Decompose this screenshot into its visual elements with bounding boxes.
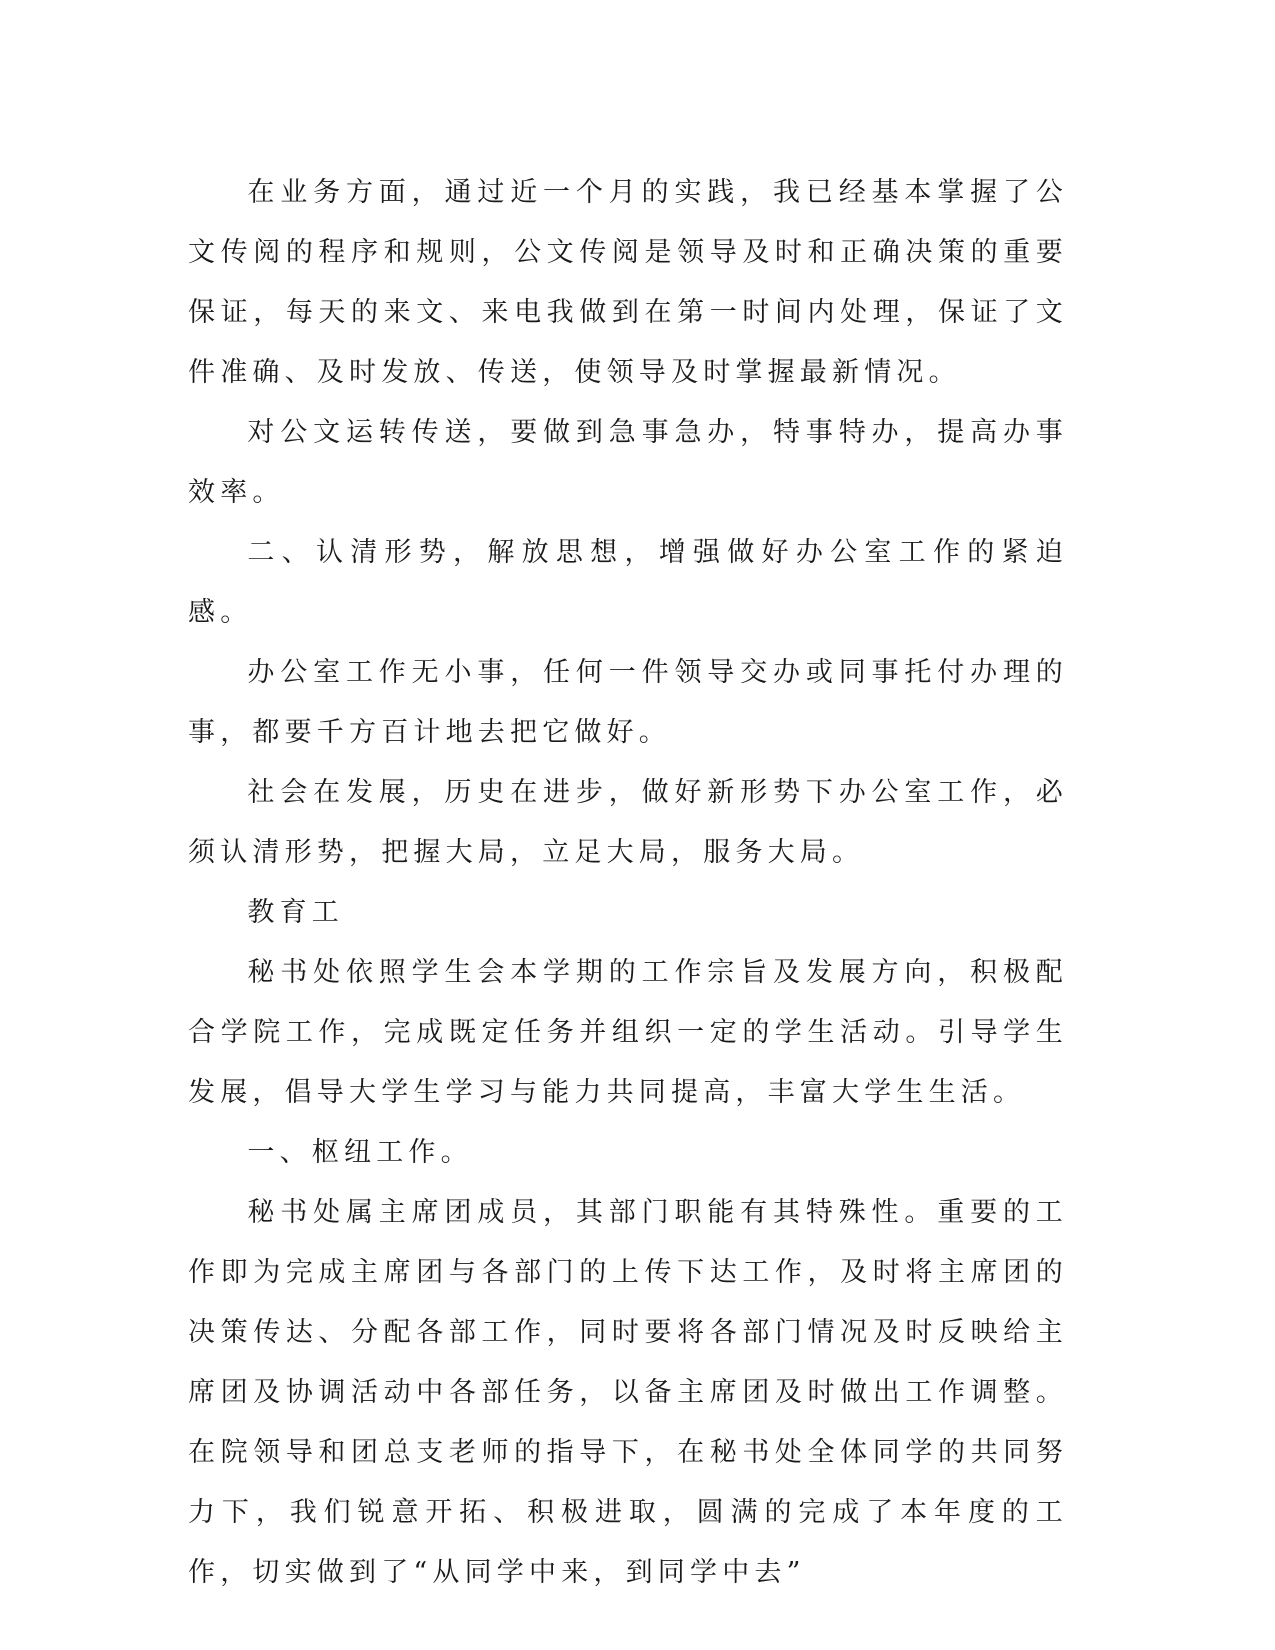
document-body bbox=[188, 163, 1068, 1603]
paragraph-business: 在业务方面，通过近一个月的实践，我已经基本掌握了公文传阅的程序和规则，公文传阅是领导及时和正确决策的重要保证，每天的来文、来电我做到在第一时间内处理，保证了文件准确、及时发放、传送，使领导及时掌握最新情况。 bbox=[188, 177, 1068, 388]
heading-section-two: 二、认清形势，解放思想，增强做好办公室工作的紧迫感。 bbox=[188, 537, 1068, 628]
paragraph-social-development: 社会在发展，历史在进步，做好新形势下办公室工作，必须认清形势，把握大局，立足大局，服务大局。 bbox=[188, 777, 1068, 868]
paragraph-document-flow: 对公文运转传送，要做到急事急办，特事特办，提高办事效率。 bbox=[188, 417, 1068, 508]
paragraph-secretariat-intro: 秘书处依照学生会本学期的工作宗旨及发展方向，积极配合学院工作，完成既定任务并组织一定的学生活动。引导学生发展，倡导大学生学习与能力共同提高，丰富大学生生活。 bbox=[188, 957, 1068, 1108]
paragraph-secretariat-duties: 秘书处属主席团成员，其部门职能有其特殊性。重要的工作即为完成主席团与各部门的上传下达工作，及时将主席团的决策传达、分配各部工作，同时要将各部门情况及时反映给主席团及协调活动中各部任务，以备主席团及时做出工作调整。在院领导和团总支老师的指导下，在秘书处全体同学的共同努力下，我们锐意开拓、积极进取，圆满的完成了本年度的工作，切实做到了“从同学中来，到同学中去” bbox=[188, 1197, 1068, 1588]
fragment-education: 教育工 bbox=[247, 897, 344, 928]
paragraph-office-work: 办公室工作无小事，任何一件领导交办或同事托付办理的事，都要千方百计地去把它做好。 bbox=[188, 657, 1068, 748]
heading-section-one: 一、枢纽工作。 bbox=[247, 1137, 473, 1168]
